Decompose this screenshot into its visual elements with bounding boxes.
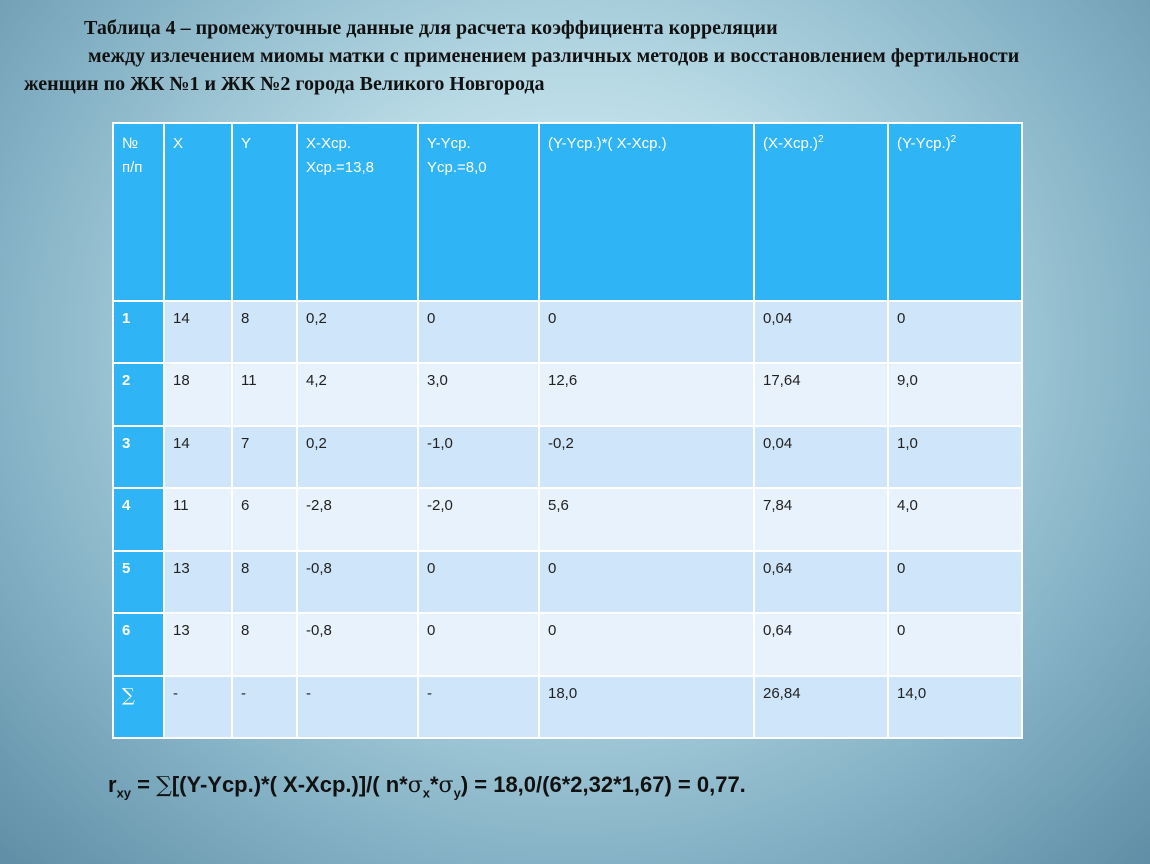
cell-x: 11 — [164, 488, 232, 550]
cell-y-deviation: 0 — [418, 301, 539, 363]
caption-line-3: женщин по ЖК №1 и ЖК №2 города Великого Новгорода — [24, 73, 545, 95]
cell-y-deviation: -1,0 — [418, 426, 539, 488]
cell-x-deviation-squared: 17,64 — [754, 363, 888, 425]
sum-cell-y-deviation-squared: 14,0 — [888, 676, 1022, 738]
cell-y: 7 — [232, 426, 297, 488]
cell-product: 0 — [539, 613, 754, 675]
row-number: 5 — [113, 551, 164, 613]
table-row — [113, 301, 1022, 363]
cell-y-deviation-squared: 0 — [888, 551, 1022, 613]
cell-y-deviation-squared: 1,0 — [888, 426, 1022, 488]
row-number: 3 — [113, 426, 164, 488]
header-x-deviation: X-Xср. Xср.=13,8 — [297, 123, 418, 301]
cell-product: 12,6 — [539, 363, 754, 425]
cell-y-deviation: 0 — [418, 613, 539, 675]
cell-product: 5,6 — [539, 488, 754, 550]
sum-cell-product: 18,0 — [539, 676, 754, 738]
cell-y: 8 — [232, 301, 297, 363]
caption-line-1: Таблица 4 – промежуточные данные для расчета коэффициента корреляции — [84, 17, 778, 39]
header-x-deviation-squared: $(X-Xср.)^2$ — [754, 123, 888, 301]
table-caption — [24, 14, 1134, 98]
header-y-deviation-squared: $(Y-Yср.)^2$ — [888, 123, 1022, 301]
cell-x: 18 — [164, 363, 232, 425]
table-row — [113, 613, 1022, 675]
cell-x-deviation-squared: 0,04 — [754, 301, 888, 363]
cell-y-deviation-squared: 0 — [888, 301, 1022, 363]
cell-x-deviation-squared: 0,64 — [754, 613, 888, 675]
cell-x: 13 — [164, 551, 232, 613]
cell-x: 14 — [164, 301, 232, 363]
row-number: 1 — [113, 301, 164, 363]
cell-product: -0,2 — [539, 426, 754, 488]
header-y-deviation: Y-Yср. Yср.=8,0 — [418, 123, 539, 301]
cell-y-deviation: -2,0 — [418, 488, 539, 550]
sum-symbol: ∑ — [156, 773, 172, 798]
cell-y: 6 — [232, 488, 297, 550]
sum-cell-x-deviation-squared: 26,84 — [754, 676, 888, 738]
cell-y-deviation-squared: 9,0 — [888, 363, 1022, 425]
cell-x-deviation-squared: 0,64 — [754, 551, 888, 613]
header-y: Y — [232, 123, 297, 301]
correlation-formula: $r_{xy} = \sum[(Y-Yср.)*$( X-Xср.)]/( $n*\sigma_x*\sigma_y) = 18,0/(6*2,32*1,67) = 0,77$. — [108, 772, 746, 801]
header-product: (Y-Yср.)*( X-Xср.) — [539, 123, 754, 301]
cell-y-deviation-squared: 0 — [888, 613, 1022, 675]
cell-product: 0 — [539, 551, 754, 613]
header-x: X — [164, 123, 232, 301]
sum-cell-y: - — [232, 676, 297, 738]
caption-line-2: между излечением миомы матки с применением различных методов и восстановлением фертильности — [88, 45, 1020, 67]
sigma-symbol: σ — [407, 773, 423, 798]
sigma-symbol: σ — [438, 773, 454, 798]
cell-x-deviation-squared: 0,04 — [754, 426, 888, 488]
cell-x-deviation: -0,8 — [297, 613, 418, 675]
cell-x-deviation: 0,2 — [297, 301, 418, 363]
cell-x: 13 — [164, 613, 232, 675]
sum-cell-x: - — [164, 676, 232, 738]
cell-y-deviation-squared: 4,0 — [888, 488, 1022, 550]
cell-product: 0 — [539, 301, 754, 363]
header-row — [113, 123, 1022, 301]
sum-cell-x-deviation: - — [297, 676, 418, 738]
cell-x-deviation-squared: 7,84 — [754, 488, 888, 550]
cell-x-deviation: -0,8 — [297, 551, 418, 613]
sum-row — [113, 676, 1022, 738]
cell-y: 8 — [232, 613, 297, 675]
row-number: 2 — [113, 363, 164, 425]
cell-y: 11 — [232, 363, 297, 425]
table-row — [113, 551, 1022, 613]
table-row — [113, 363, 1022, 425]
cell-x-deviation: 4,2 — [297, 363, 418, 425]
cell-y: 8 — [232, 551, 297, 613]
cell-y-deviation: 0 — [418, 551, 539, 613]
cell-x-deviation: -2,8 — [297, 488, 418, 550]
cell-y-deviation: 3,0 — [418, 363, 539, 425]
table-row — [113, 488, 1022, 550]
correlation-table — [112, 122, 1023, 739]
cell-x-deviation: 0,2 — [297, 426, 418, 488]
row-number: 6 — [113, 613, 164, 675]
sum-icon: ∑ — [113, 676, 164, 738]
table-row — [113, 426, 1022, 488]
header-number: № п/п — [113, 123, 164, 301]
cell-x: 14 — [164, 426, 232, 488]
sum-cell-y-deviation: - — [418, 676, 539, 738]
row-number: 4 — [113, 488, 164, 550]
